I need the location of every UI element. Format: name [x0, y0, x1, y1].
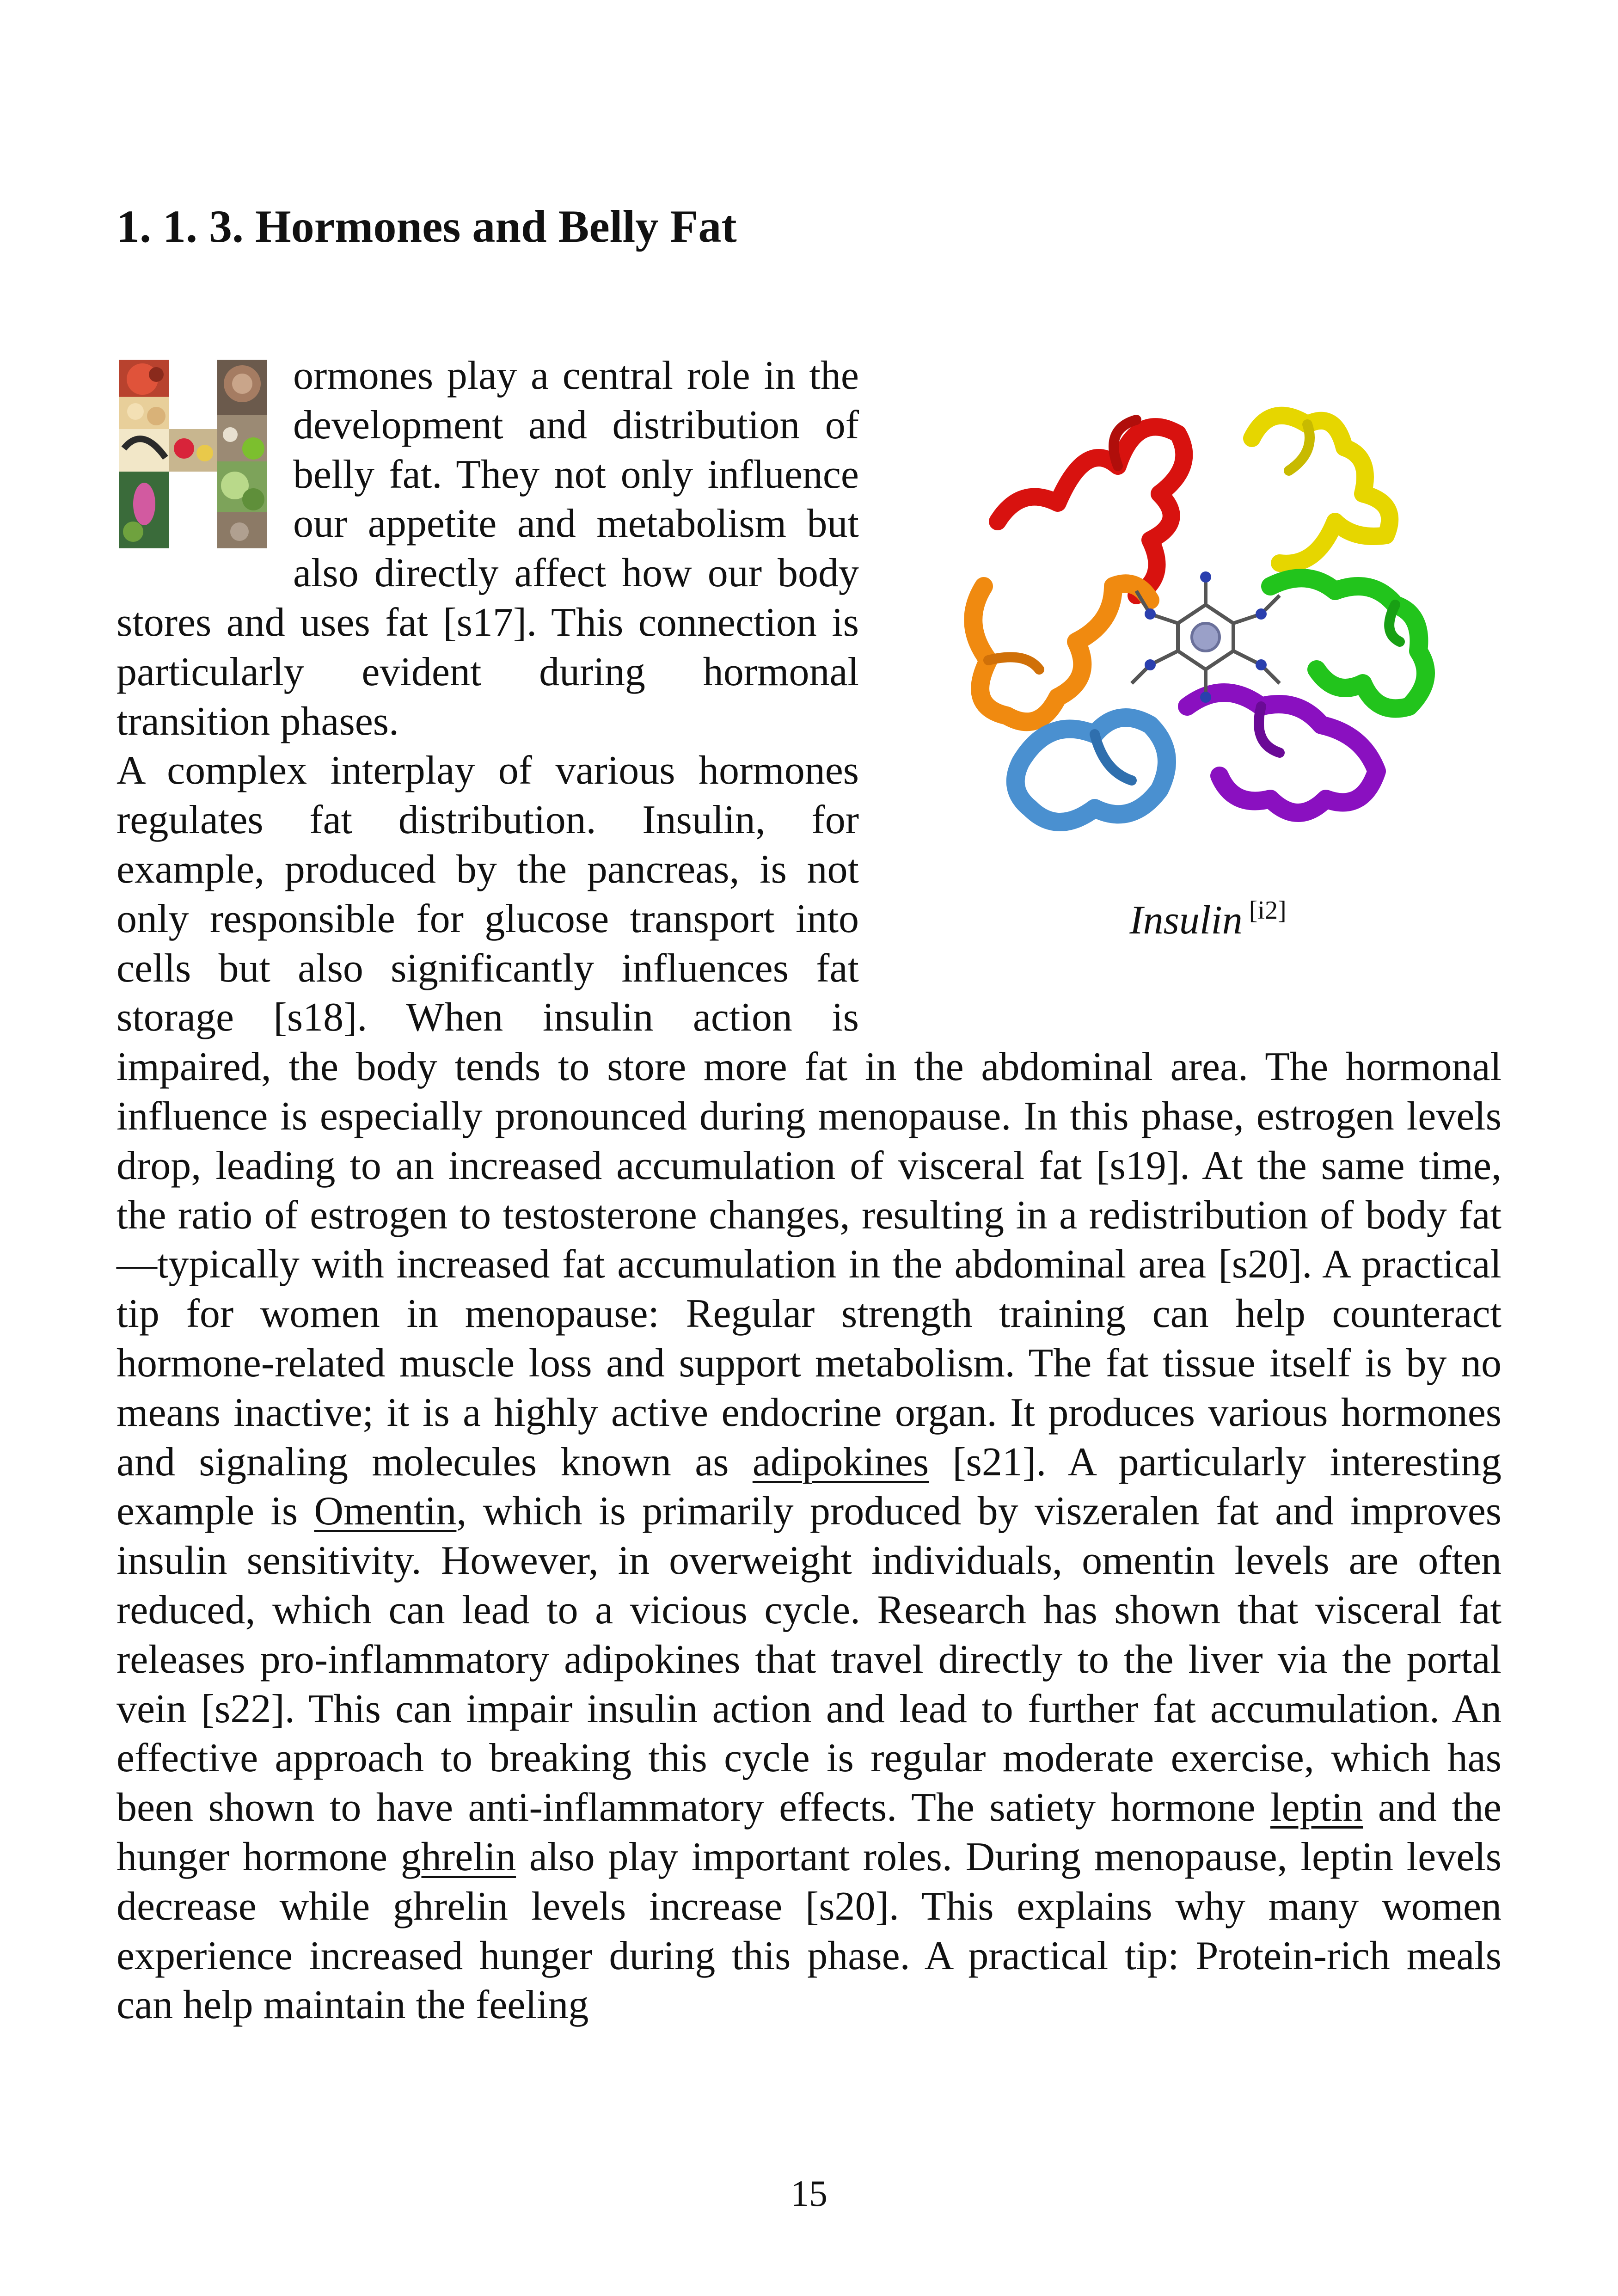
- link-leptin[interactable]: leptin: [1270, 1785, 1363, 1830]
- insulin-structure-image: [919, 383, 1502, 873]
- body-paragraph-part: A complex interplay of various hormones regulates fat distribution. Insulin, for example, produced by the pancreas, is not only responsible for glucose transport into cells but also significantly influences fat storage [s18]. When insulin action is impaired, the body tends to store more fat in the abdominal area. The hormonal influence is especially pronounced during menopause. In this phase, estrogen levels drop, leading to an increased accumulation of visceral fat [s19]. At the same time, the ratio of estrogen to testosterone changes, resulting in a redistribution of body fat—typically with increased fat accumulation in the abdominal area [s20]. A practical tip for women in menopause: Regular strength training can help counteract hormone-related muscle loss and support metabolism. The fat tissue itself is by no means inactive; it is a highly active endocrine organ. It produces various hormones and signaling molecules known as: [116, 748, 1502, 1485]
- link-ghrelin[interactable]: ghrelin: [400, 1834, 516, 1879]
- body-paragraph-part: [s21]. A particularly interesting example is: [116, 1439, 1502, 1534]
- body-paragraph-part: , which is primarily produced by viszeralen fat and improves insulin sensitivity. However, in overweight individuals, omentin levels are often reduced, which can lead to a vicious cycle. Research has shown that visceral fat releases pro-inflammatory adipokines that travel directly to the liver via the portal vein [s22]. This can impair insulin action and lead to further fat accumulation. An effective approach to breaking this cycle is regular moderate exercise, which has been shown to have anti-inflammatory effects. The satiety hormone: [116, 1489, 1502, 1830]
- page-number: 15: [791, 2173, 827, 2214]
- link-omentin[interactable]: Omentin: [314, 1489, 457, 1534]
- body-paragraph-part: also play important roles. During menopause, leptin levels decrease while ghrelin levels increase [s20]. This explains why many women experience increased hunger during this phase. A practical tip: Protein-rich meals can help maintain the feeling: [116, 1834, 1502, 2028]
- food-collage-letter-h-icon: [115, 356, 272, 552]
- link-adipokines[interactable]: adipokines: [752, 1439, 929, 1485]
- caption-text: Insulin: [1129, 898, 1243, 943]
- insulin-figure: [914, 360, 1502, 1039]
- caption-reference: [i2]: [1249, 896, 1287, 925]
- section-heading: 1. 1. 3. Hormones and Belly Fat: [116, 201, 737, 252]
- intro-paragraph: ormones play a central role in the development and distribution of belly fat. They not only influence our appetite and metabolism but also directly affect how our body stores and uses fat [s17]. This connection is particularly evident during hormonal transition phases.: [116, 353, 859, 744]
- body-paragraph-part: and the hunger hormone: [116, 1785, 1502, 1879]
- body-text: [116, 351, 1502, 2030]
- figure-caption: [914, 896, 1502, 945]
- dropcap-letter-h: [115, 356, 281, 552]
